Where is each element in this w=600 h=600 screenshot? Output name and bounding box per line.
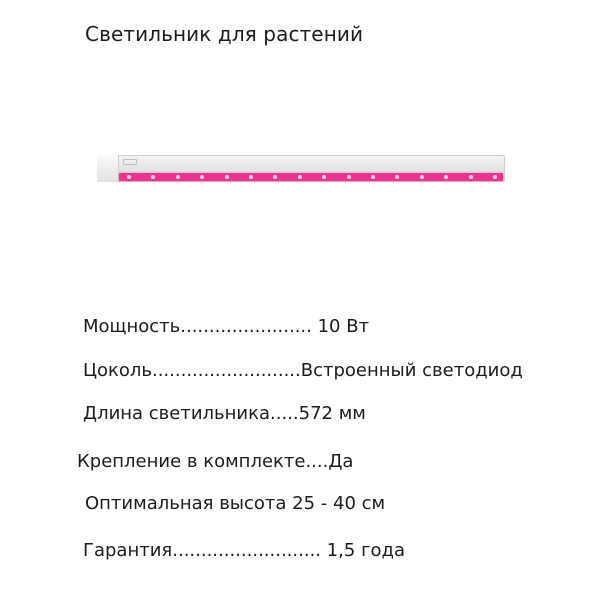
led-dot [249, 175, 253, 179]
led-dot [127, 175, 131, 179]
led-dot [225, 175, 229, 179]
led-dot [347, 175, 351, 179]
spec-mount: Крепление в комплекте....Да [77, 451, 354, 472]
led-dot [420, 175, 424, 179]
grow-light-image [97, 153, 505, 185]
led-dot [493, 175, 497, 179]
led-dot [469, 175, 473, 179]
page-title: Светильник для растений [85, 22, 364, 46]
spec-warranty: Гарантия.......................... 1,5 года [83, 540, 406, 561]
led-dot [298, 175, 302, 179]
spec-optimal-height: Оптимальная высота 25 - 40 см [85, 493, 386, 514]
lamp-logo-icon [123, 159, 137, 165]
spec-power: Мощность....................... 10 Вт [83, 316, 370, 337]
spec-length: Длина светильника.....572 мм [83, 403, 366, 424]
lamp-endcap [97, 155, 119, 182]
spec-base: Цоколь..........................Встроенный светодиод [83, 360, 523, 381]
led-dot [371, 175, 375, 179]
led-dot [176, 175, 180, 179]
